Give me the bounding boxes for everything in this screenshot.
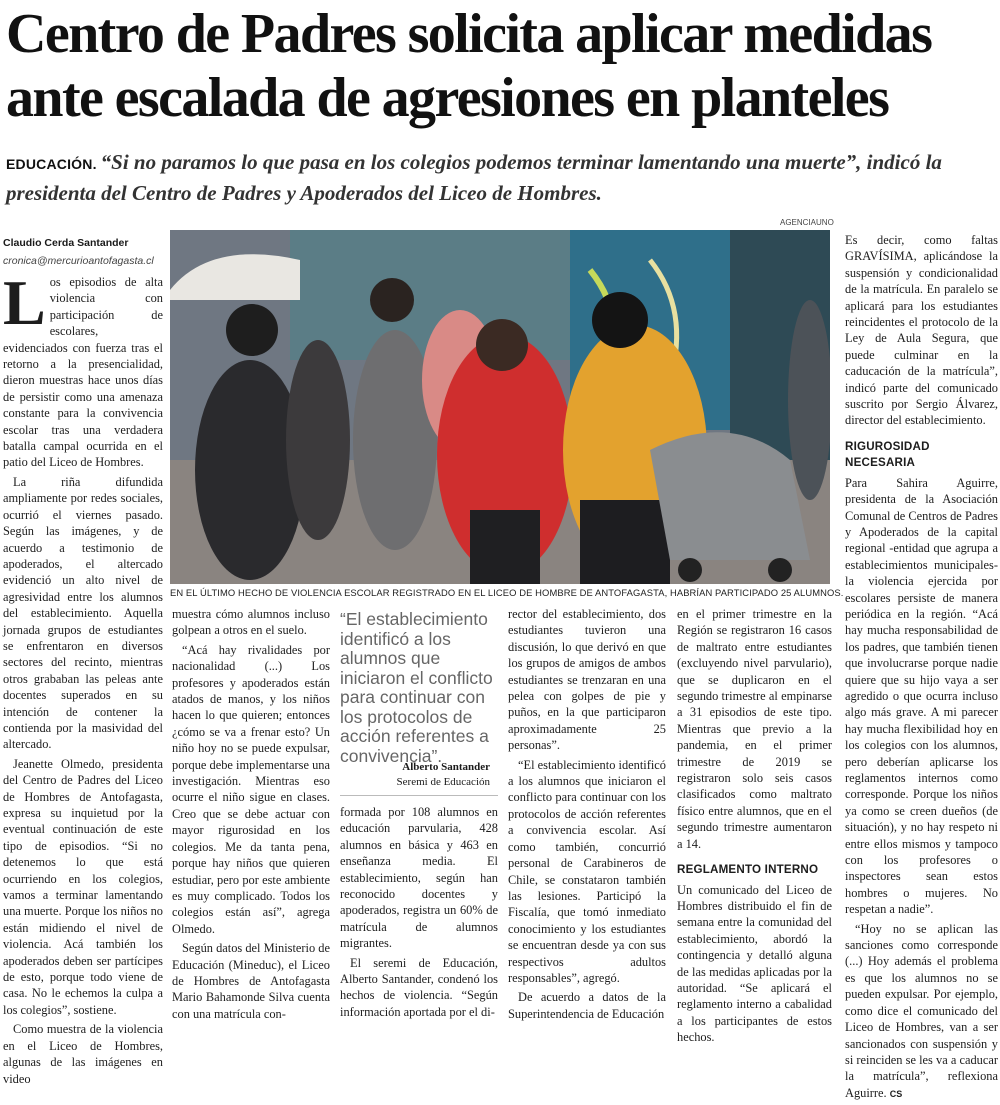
paragraph: La riña difundida ampliamente por redes sociales, ocurrió el viernes pasado. Según las imágenes, y de acuerdo a testimonio de apoderados, el altercado evidenció un alto nivel de agresividad entre los alumnos del establecimiento. Aquella jornada grupos de estudiantes se enfrentaron en diversos sectores del recinto, mientras otros grababan las peleas ante docentes superados en su intención de contener la contienda por la masividad del altercado. [3, 474, 163, 752]
section-label: EDUCACIÓN. [6, 156, 97, 172]
pull-quote-attribution [340, 760, 490, 790]
article-column-3 [340, 804, 498, 1023]
byline [3, 234, 163, 270]
subtitle-text: “Si no paramos lo que pasa en los colegios podemos terminar lamentando una muerte”, indicó la presidenta del Centro de Padres y Apoderados del Liceo de Hombres. [6, 150, 942, 205]
paragraph: “Hoy no se aplican las sanciones como corresponde (...) Hoy además el problema es que los alumnos no se pueden expulsar. Por ejemplo, como dice el comunicado del Liceo de Hombres, van a ser sancionados con suspensión y si reinciden se les va a caducar la matrícula”, reflexiona Aguirre. CS [845, 921, 998, 1100]
paragraph: muestra cómo alumnos incluso golpean a otros en el suelo. [172, 607, 330, 638]
photo-caption: EN EL ÚLTIMO HECHO DE VIOLENCIA ESCOLAR REGISTRADO EN EL LICEO DE HOMBRE DE ANTOFAGASTA, HABRÍAN PARTICIPADO 25 ALUMNOS. [170, 587, 844, 598]
article-column-5 [677, 606, 832, 1049]
paragraph: El seremi de Educación, Alberto Santander, condenó los hechos de violencia. “Según información aportada por el di- [340, 955, 498, 1019]
paragraph: rector del establecimiento, dos estudiantes tuvieron una discusión, lo que derivó en que los grupos de amigos de ambos estudiantes se trenzaran en una pelea con golpes de pie y puños, en la que participaron aproximadamente 25 personas”. [508, 607, 666, 753]
end-mark: CS [889, 1088, 903, 1099]
headline-line-1: Centro de Padres solicita aplicar medidas [6, 3, 932, 65]
author-name: Claudio Cerda Santander [3, 237, 129, 249]
article-column-2 [172, 606, 330, 1025]
paragraph: Como muestra de la violencia en el Liceo de Hombres, algunas de las imágenes en video [3, 1022, 163, 1086]
article-column-1 [3, 267, 163, 1090]
headline-line-2: ante escalada de agresiones en planteles [6, 67, 889, 129]
photo-credit: AGENCIAUNO [780, 218, 834, 227]
paragraph: Según datos del Ministerio de Educación (Mineduc), el Liceo de Hombres de Antofagasta Mario Bahamonde Silva cuenta con una matrícula con- [172, 941, 330, 1021]
subheading-rigurosidad: RIGUROSIDAD NECESARIA [845, 439, 930, 470]
paragraph: Jeanette Olmedo, presidenta del Centro de Padres del Liceo de Hombres de Antofagasta, expresa su inquietud por la eventual continuación de este tipo de episodios. “Si no detenemos lo que está ocurriendo en los colegios, vamos a terminar lamentando una muerte. Porque los niños no están midiendo el nivel de violencia. Acá también los apoderados deben ser partícipes de esto, porque todo viene de casa. No le echemos la culpa a los colegios”, sostiene. [3, 756, 163, 1017]
author-email[interactable]: cronica@mercurioantofagasta.cl [3, 255, 154, 267]
quote-author: Alberto Santander [402, 761, 490, 773]
students-photo-image [170, 230, 830, 584]
divider [340, 795, 498, 796]
headline [6, 2, 1000, 130]
article-column-4 [508, 606, 666, 1025]
paragraph: “El establecimiento identificó a los alumnos que iniciaron el conflicto para continuar con los protocolos de acción referentes a convivencia escolar. Así como también, concurrió personal de Carabineros de Chile, se constataron también las lesiones. Participó la Fiscalía, que tomó inmediato conocimiento y los estudiantes se encuentran desde ya con sus respectivos adultos responsables”, agregó. [508, 757, 666, 985]
paragraph: Para Sahira Aguirre, presidenta de la Asociación Comunal de Centros de Padres y Apoderados de la capital regional -entidad que agrupa a establecimientos municipales- la violencia ejercida por escolares persiste de manera periódica en la región. “Acá hay mucha responsabilidad de los padres, que también tienen que involucrarse porque nadie quiere que su hijo vaya a ser agredido o que ocurra incluso algo más grave. A mi parecer hay mucha flexibilidad hoy en los colegios con los alumnos, pero deberían aplicarse los reglamentos internos como corresponde. Porque los niños ya como se creen dueños (de situación), y no hay respeto ni entre ellos mismos y tampoco con los profesores o inspectores sean estos hombres o mujeres. No respetan a nadie”. [845, 475, 998, 917]
quote-role: Seremi de Educación [396, 776, 490, 788]
news-photo [170, 230, 830, 584]
subheading-reglamento: REGLAMENTO INTERNO [677, 863, 819, 877]
article-subtitle [6, 148, 996, 208]
paragraph: en el primer trimestre en la Región se registraron 16 casos de maltrato entre estudiantes (excluyendo nivel parvulario), que se duplicaron en el segundo trimestre al empinarse a 31 episodios de este tipo. Mientras que previo a la pandemia, en el primer trimestre de 2019 se registraron solo seis casos clasificados como maltrato físico entre alumnos, que en el segundo trimestre aumentaron a 14. [677, 607, 832, 851]
pull-quote: “El establecimiento identificó a los alumnos que iniciaron el conflicto para continuar con los protocolos de acción referentes a convivencia”. [340, 609, 493, 766]
drop-cap: L [3, 267, 46, 338]
article-column-6 [845, 232, 998, 1105]
paragraph: formada por 108 alumnos en educación parvularia, 428 alumnos en básica y 463 en enseñanza media. El establecimiento, según han reconocido docentes y apoderados, registra un 60% de matrícula de alumnos migrantes. [340, 805, 498, 951]
paragraph: Un comunicado del Liceo de Hombres distribuido el fin de semana entre la comunidad del establecimiento, abordó la contingencia y detalló alguna de las medidas aplicadas por la autoridad. “Se aplicará el reglamento interno a cabalidad a los participantes de estos hechos. [677, 882, 832, 1045]
paragraph: De acuerdo a datos de la Superintendencia de Educación [508, 990, 666, 1021]
paragraph: Los episodios de alta violencia con participación de escolares, evidenciados con fuerza tras el retorno a la presencialidad, dieron muestras hace unos días de persistir como una amenaza constante para la convivencia escolar tras una verdadera batalla campal ocurrida en el patio del Liceo de Hombres. [3, 267, 163, 470]
paragraph: “Acá hay rivalidades por nacionalidad (...) Los profesores y apoderados están atados de manos, y los niños hacen lo que quieren; entonces ¿cómo se va a frenar esto? Un niño hoy no se puede expulsar, porque debe implementarse una investigación. Mientras eso ocurre el niño sigue en clases. Creo que se debe actuar con mayor rigurosidad en los colegios. Me da tanta pena, porque hay niños que quieren estudiar, pero por este ambiente es muy complicado. Todos los colegios están así”, agrega Olmedo. [172, 642, 330, 936]
paragraph: Es decir, como faltas GRAVÍSIMA, aplicándose la suspensión y condicionalidad de la matrícula. En paralelo se aplicará para los estudiantes reincidentes el protocolo de la Ley de Aula Segura, que puede culminar en la caducación de la matrícula”, indicó parte del comunicado suscrito por Sergio Álvarez, director del establecimiento. [845, 233, 998, 428]
